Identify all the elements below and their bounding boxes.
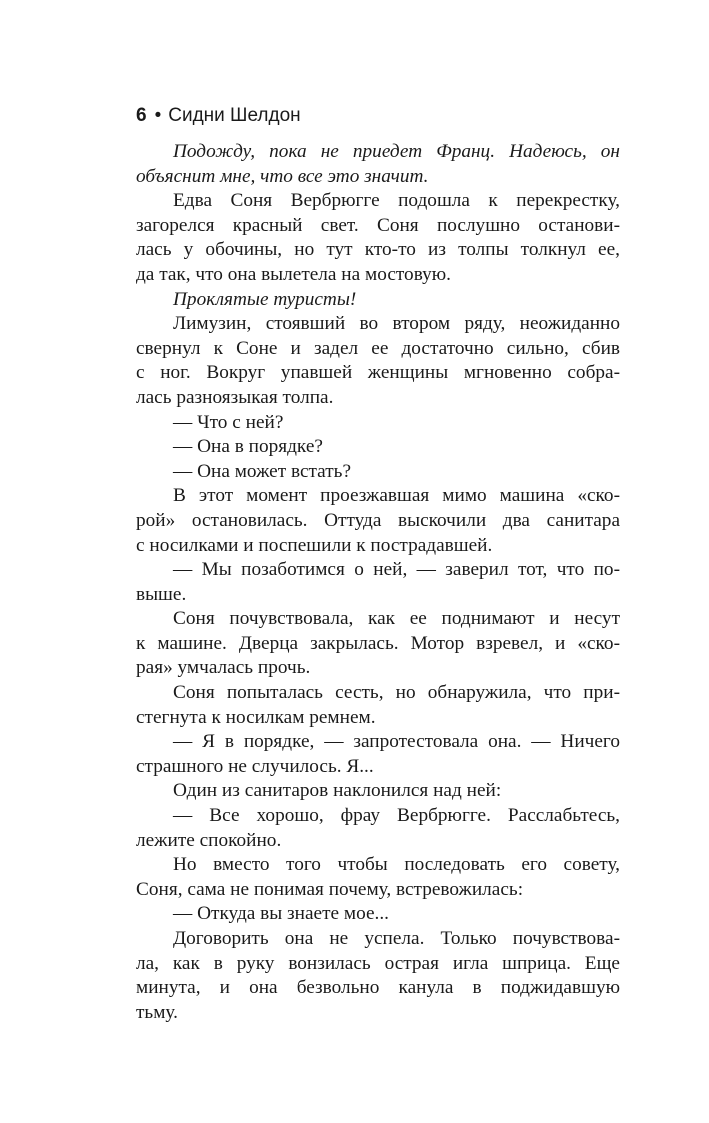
text-line: — Откуда вы знаете мое... [173, 903, 389, 925]
text-line: Один из санитаров наклонился над ней: [173, 780, 502, 802]
text-line: тьму. [136, 1001, 178, 1023]
text-line: загорелся красный свет. Соня послушно останови- [136, 214, 620, 236]
text-line: да так, что она вылетела на мостовую. [136, 263, 452, 285]
text-line: с носилками и поспешили к пострадавшей. [136, 534, 493, 556]
text-line: Соня, сама не понимая почему, встревожилась: [136, 878, 524, 900]
text-line: лежите спокойно. [136, 829, 282, 851]
text-line: Лимузин, стоявший во втором ряду, неожиданно [173, 313, 620, 335]
text-line: объяснит мне, что все это значит. [136, 165, 429, 187]
text-line: — Она в порядке? [173, 436, 323, 458]
text-line: с ног. Вокруг упавшей женщины мгновенно собра- [136, 362, 620, 384]
text-line: Соня почувствовала, как ее поднимают и несут [173, 608, 620, 630]
text-line: страшного не случилось. Я... [136, 755, 374, 777]
author-name: Сидни Шелдон [168, 105, 301, 126]
page-number: 6 [136, 105, 147, 126]
text-line: лась у обочины, но тут кто-то из толпы толкнул ее, [136, 239, 620, 261]
text-line: выше. [136, 583, 187, 605]
text-line: рая» умчалась прочь. [136, 657, 311, 679]
body-text [136, 140, 620, 1025]
text-line: Проклятые туристы! [173, 288, 357, 310]
text-line: Едва Соня Вербрюгге подошла к перекрестку, [173, 190, 620, 212]
text-line: Соня попыталась сесть, но обнаружила, что при- [173, 682, 620, 704]
text-line: лась разноязыкая толпа. [136, 386, 334, 408]
text-line: рой» остановилась. Оттуда выскочили два санитара [136, 509, 620, 531]
text-line: Но вместо того чтобы последовать его совету, [173, 854, 620, 876]
text-line: к машине. Дверца закрылась. Мотор взревел, и «ско- [136, 632, 620, 654]
text-line: ла, как в руку вонзилась острая игла шприца. Еще [136, 952, 620, 974]
text-line: — Я в порядке, — запротестовала она. — Ничего [173, 731, 620, 753]
text-line: стегнута к носилкам ремнем. [136, 706, 376, 728]
text-line: — Она может встать? [173, 460, 352, 482]
running-header [136, 101, 301, 131]
text-line: — Что с ней? [173, 411, 284, 433]
text-line: В этот момент проезжавшая мимо машина «ско- [173, 485, 620, 507]
text-line: — Мы позаботимся о ней, — заверил тот, что по- [173, 559, 620, 581]
text-line: Договорить она не успела. Только почувствова- [173, 928, 620, 949]
text-line: Подожду, пока не приедет Франц. Надеюсь, он [173, 141, 620, 162]
text-line: свернул к Соне и задел ее достаточно сильно, сбив [136, 337, 620, 359]
header-bullet: • [154, 105, 162, 126]
text-line: минута, и она безвольно канула в поджидавшую [136, 977, 620, 999]
text-line: — Все хорошо, фрау Вербрюгге. Расслабьтесь, [173, 805, 620, 827]
